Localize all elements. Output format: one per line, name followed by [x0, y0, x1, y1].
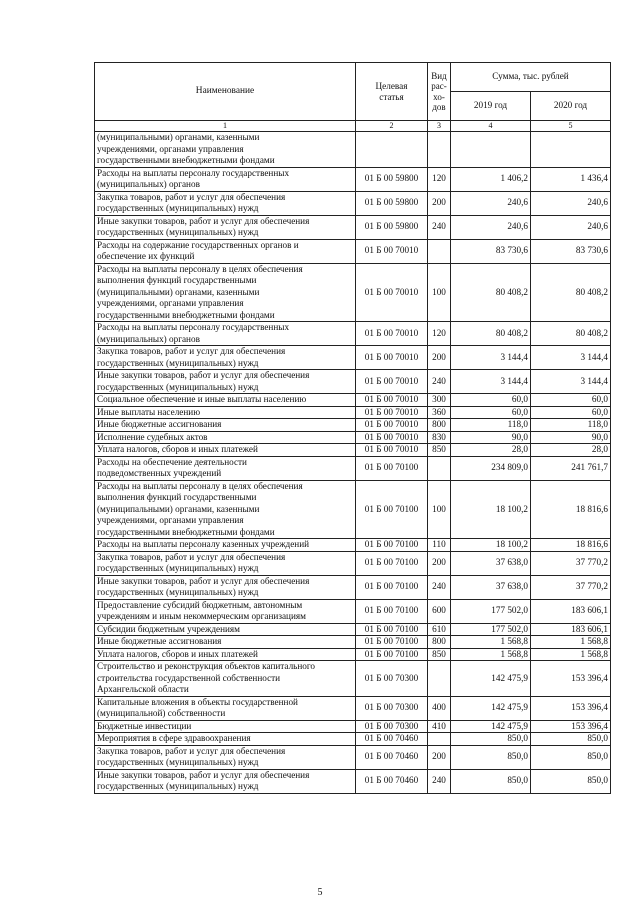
cell-expense-type: 100 — [428, 263, 451, 322]
table-row — [95, 191, 611, 215]
cell-expense-type: 850 — [428, 648, 451, 661]
cell-target-article: 01 Б 00 70100 — [356, 551, 428, 575]
cell-sum-2019: 83 730,6 — [451, 239, 531, 263]
table-header — [95, 63, 611, 132]
cell-expense-type: 200 — [428, 191, 451, 215]
cell-expense-type — [428, 733, 451, 746]
cell-name: Закупка товаров, работ и услуг для обеспечения государственных (муниципальных) нужд — [95, 745, 356, 769]
cell-sum-2019: 142 475,9 — [451, 661, 531, 697]
table-row — [95, 239, 611, 263]
cell-name: Расходы на выплаты персоналу в целях обеспечения выполнения функций государственными (муниципальными) органами, казенными учреждениями, органами управления государственными внебюджетными фондами — [95, 480, 356, 539]
cell-name: Расходы на выплаты персоналу казенных учреждений — [95, 539, 356, 552]
table-row — [95, 696, 611, 720]
cell-sum-2020: 3 144,4 — [531, 370, 611, 394]
cell-name: Уплата налогов, сборов и иных платежей — [95, 444, 356, 457]
cell-expense-type: 120 — [428, 167, 451, 191]
cell-sum-2019: 28,0 — [451, 444, 531, 457]
cell-target-article: 01 Б 00 70100 — [356, 623, 428, 636]
cell-sum-2019: 18 100,2 — [451, 539, 531, 552]
cell-name: Расходы на содержание государственных органов и обеспечение их функций — [95, 239, 356, 263]
cell-sum-2019: 850,0 — [451, 733, 531, 746]
table-row — [95, 132, 611, 168]
cell-sum-2020: 153 396,4 — [531, 661, 611, 697]
cell-sum-2019: 90,0 — [451, 431, 531, 444]
table-row — [95, 575, 611, 599]
cell-name: Иные бюджетные ассигнования — [95, 636, 356, 649]
cell-sum-2019: 18 100,2 — [451, 480, 531, 539]
cell-sum-2020: 80 408,2 — [531, 322, 611, 346]
cell-expense-type: 360 — [428, 406, 451, 419]
cell-expense-type — [428, 239, 451, 263]
cell-name: Расходы на выплаты персоналу государственных (муниципальных) органов — [95, 322, 356, 346]
cell-name: Мероприятия в сфере здравоохранения — [95, 733, 356, 746]
cell-sum-2020: 183 606,1 — [531, 599, 611, 623]
table-row — [95, 444, 611, 457]
cell-name: Закупка товаров, работ и услуг для обеспечения государственных (муниципальных) нужд — [95, 191, 356, 215]
cell-name: Закупка товаров, работ и услуг для обеспечения государственных (муниципальных) нужд — [95, 551, 356, 575]
table-row — [95, 480, 611, 539]
cell-sum-2019: 37 638,0 — [451, 575, 531, 599]
cell-expense-type: 600 — [428, 599, 451, 623]
cell-sum-2020: 60,0 — [531, 394, 611, 407]
table-row — [95, 661, 611, 697]
cell-sum-2020: 240,6 — [531, 191, 611, 215]
cell-target-article: 01 Б 00 70460 — [356, 745, 428, 769]
cell-sum-2019: 60,0 — [451, 394, 531, 407]
cell-sum-2020 — [531, 132, 611, 168]
cell-name: Расходы на выплаты персоналу государственных (муниципальных) органов — [95, 167, 356, 191]
cell-sum-2019: 850,0 — [451, 769, 531, 793]
cell-sum-2020: 850,0 — [531, 733, 611, 746]
table-body — [95, 132, 611, 794]
cell-sum-2020: 3 144,4 — [531, 346, 611, 370]
header-year-2020: 2020 год — [531, 92, 611, 121]
cell-expense-type — [428, 132, 451, 168]
cell-expense-type: 410 — [428, 720, 451, 733]
cell-sum-2019: 177 502,0 — [451, 623, 531, 636]
cell-name: Исполнение судебных актов — [95, 431, 356, 444]
column-number: 3 — [428, 121, 451, 132]
cell-name: Иные выплаты населению — [95, 406, 356, 419]
cell-sum-2019: 3 144,4 — [451, 346, 531, 370]
cell-target-article: 01 Б 00 70100 — [356, 480, 428, 539]
cell-name: Уплата налогов, сборов и иных платежей — [95, 648, 356, 661]
cell-expense-type: 200 — [428, 745, 451, 769]
header-target-article: Целевая статья — [356, 63, 428, 121]
cell-expense-type: 800 — [428, 636, 451, 649]
cell-target-article: 01 Б 00 70100 — [356, 599, 428, 623]
cell-name: Иные закупки товаров, работ и услуг для обеспечения государственных (муниципальных) нужд — [95, 769, 356, 793]
cell-sum-2019: 177 502,0 — [451, 599, 531, 623]
cell-name: Иные закупки товаров, работ и услуг для обеспечения государственных (муниципальных) нужд — [95, 575, 356, 599]
cell-sum-2019: 234 809,0 — [451, 456, 531, 480]
cell-name: Предоставление субсидий бюджетным, автономным учреждениям и иным некоммерческим организациям — [95, 599, 356, 623]
cell-target-article: 01 Б 00 70100 — [356, 575, 428, 599]
table-row — [95, 636, 611, 649]
cell-name: Социальное обеспечение и иные выплаты населению — [95, 394, 356, 407]
cell-expense-type: 240 — [428, 215, 451, 239]
cell-sum-2020: 83 730,6 — [531, 239, 611, 263]
cell-sum-2019: 142 475,9 — [451, 720, 531, 733]
cell-target-article: 01 Б 00 70010 — [356, 406, 428, 419]
cell-sum-2020: 1 436,4 — [531, 167, 611, 191]
table-row — [95, 648, 611, 661]
table-row — [95, 394, 611, 407]
cell-sum-2019: 142 475,9 — [451, 696, 531, 720]
cell-sum-2020: 1 568,8 — [531, 636, 611, 649]
header-year-2019: 2019 год — [451, 92, 531, 121]
cell-target-article: 01 Б 00 70010 — [356, 263, 428, 322]
cell-sum-2019: 80 408,2 — [451, 263, 531, 322]
cell-sum-2019: 37 638,0 — [451, 551, 531, 575]
cell-sum-2019: 240,6 — [451, 215, 531, 239]
cell-sum-2020: 241 761,7 — [531, 456, 611, 480]
cell-target-article: 01 Б 00 70100 — [356, 539, 428, 552]
column-number: 2 — [356, 121, 428, 132]
cell-target-article: 01 Б 00 70460 — [356, 733, 428, 746]
cell-target-article: 01 Б 00 70010 — [356, 370, 428, 394]
column-number: 5 — [531, 121, 611, 132]
cell-expense-type: 200 — [428, 551, 451, 575]
cell-expense-type: 800 — [428, 419, 451, 432]
cell-name: Капитальные вложения в объекты государственной (муниципальной) собственности — [95, 696, 356, 720]
cell-expense-type — [428, 456, 451, 480]
cell-target-article: 01 Б 00 70300 — [356, 720, 428, 733]
cell-sum-2019: 1 568,8 — [451, 636, 531, 649]
table-row — [95, 456, 611, 480]
table-row — [95, 769, 611, 793]
table-row — [95, 406, 611, 419]
table-row — [95, 431, 611, 444]
table-row — [95, 167, 611, 191]
cell-expense-type: 240 — [428, 370, 451, 394]
cell-sum-2020: 153 396,4 — [531, 720, 611, 733]
cell-target-article: 01 Б 00 70010 — [356, 431, 428, 444]
cell-target-article: 01 Б 00 70300 — [356, 661, 428, 697]
cell-target-article: 01 Б 00 70460 — [356, 769, 428, 793]
cell-name: Расходы на обеспечение деятельности подведомственных учреждений — [95, 456, 356, 480]
cell-sum-2019: 118,0 — [451, 419, 531, 432]
cell-sum-2019: 80 408,2 — [451, 322, 531, 346]
cell-expense-type — [428, 661, 451, 697]
table-row — [95, 263, 611, 322]
cell-expense-type: 300 — [428, 394, 451, 407]
cell-target-article: 01 Б 00 70010 — [356, 239, 428, 263]
header-sum: Сумма, тыс. рублей — [451, 63, 611, 92]
table-row — [95, 623, 611, 636]
cell-sum-2019 — [451, 132, 531, 168]
cell-name: Расходы на выплаты персоналу в целях обеспечения выполнения функций государственными (муниципальными) органами, казенными учреждениями, органами управления государственными внебюджетными фондами — [95, 263, 356, 322]
table-row — [95, 720, 611, 733]
cell-expense-type: 100 — [428, 480, 451, 539]
table-row — [95, 370, 611, 394]
cell-sum-2020: 28,0 — [531, 444, 611, 457]
cell-target-article — [356, 132, 428, 168]
header-expense-type: Вид рас- хо- дов — [428, 63, 451, 121]
cell-target-article: 01 Б 00 70010 — [356, 346, 428, 370]
table-row — [95, 539, 611, 552]
cell-name: Иные закупки товаров, работ и услуг для обеспечения государственных (муниципальных) нужд — [95, 215, 356, 239]
cell-expense-type: 610 — [428, 623, 451, 636]
cell-target-article: 01 Б 00 70100 — [356, 636, 428, 649]
cell-sum-2020: 37 770,2 — [531, 575, 611, 599]
cell-sum-2020: 60,0 — [531, 406, 611, 419]
cell-name: Иные закупки товаров, работ и услуг для обеспечения государственных (муниципальных) нужд — [95, 370, 356, 394]
cell-target-article: 01 Б 00 70100 — [356, 456, 428, 480]
cell-name: Субсидии бюджетным учреждениям — [95, 623, 356, 636]
cell-sum-2019: 1 568,8 — [451, 648, 531, 661]
cell-expense-type: 240 — [428, 769, 451, 793]
cell-sum-2020: 90,0 — [531, 431, 611, 444]
cell-name: Иные бюджетные ассигнования — [95, 419, 356, 432]
cell-sum-2019: 60,0 — [451, 406, 531, 419]
cell-expense-type: 400 — [428, 696, 451, 720]
cell-target-article: 01 Б 00 59800 — [356, 191, 428, 215]
cell-target-article: 01 Б 00 59800 — [356, 167, 428, 191]
table-row — [95, 419, 611, 432]
column-number-row — [95, 121, 611, 132]
cell-expense-type: 850 — [428, 444, 451, 457]
cell-expense-type: 240 — [428, 575, 451, 599]
cell-sum-2020: 18 816,6 — [531, 480, 611, 539]
cell-target-article: 01 Б 00 70300 — [356, 696, 428, 720]
budget-table — [94, 62, 611, 794]
table-row — [95, 215, 611, 239]
column-number: 4 — [451, 121, 531, 132]
cell-sum-2020: 18 816,6 — [531, 539, 611, 552]
cell-name: Закупка товаров, работ и услуг для обеспечения государственных (муниципальных) нужд — [95, 346, 356, 370]
cell-sum-2019: 1 406,2 — [451, 167, 531, 191]
cell-target-article: 01 Б 00 70010 — [356, 444, 428, 457]
table-row — [95, 346, 611, 370]
cell-sum-2020: 850,0 — [531, 745, 611, 769]
table-row — [95, 322, 611, 346]
cell-sum-2020: 850,0 — [531, 769, 611, 793]
cell-target-article: 01 Б 00 70010 — [356, 322, 428, 346]
cell-sum-2019: 850,0 — [451, 745, 531, 769]
page-number: 5 — [317, 887, 323, 898]
cell-sum-2020: 153 396,4 — [531, 696, 611, 720]
cell-sum-2020: 118,0 — [531, 419, 611, 432]
cell-expense-type: 200 — [428, 346, 451, 370]
table-row — [95, 551, 611, 575]
cell-name: Бюджетные инвестиции — [95, 720, 356, 733]
cell-sum-2020: 37 770,2 — [531, 551, 611, 575]
cell-sum-2020: 183 606,1 — [531, 623, 611, 636]
cell-expense-type: 120 — [428, 322, 451, 346]
table-row — [95, 733, 611, 746]
cell-target-article: 01 Б 00 70010 — [356, 394, 428, 407]
cell-expense-type: 110 — [428, 539, 451, 552]
cell-name: (муниципальными) органами, казенными учреждениями, органами управления государственными внебюджетными фондами — [95, 132, 356, 168]
column-number: 1 — [95, 121, 356, 132]
table-row — [95, 599, 611, 623]
cell-target-article: 01 Б 00 70010 — [356, 419, 428, 432]
table-row — [95, 745, 611, 769]
cell-sum-2019: 3 144,4 — [451, 370, 531, 394]
cell-sum-2019: 240,6 — [451, 191, 531, 215]
cell-expense-type: 830 — [428, 431, 451, 444]
cell-target-article: 01 Б 00 59800 — [356, 215, 428, 239]
cell-name: Строительство и реконструкция объектов капитального строительства государственной собственности Архангельской области — [95, 661, 356, 697]
cell-sum-2020: 240,6 — [531, 215, 611, 239]
cell-target-article: 01 Б 00 70100 — [356, 648, 428, 661]
cell-sum-2020: 1 568,8 — [531, 648, 611, 661]
cell-sum-2020: 80 408,2 — [531, 263, 611, 322]
header-name: Наименование — [95, 63, 356, 121]
